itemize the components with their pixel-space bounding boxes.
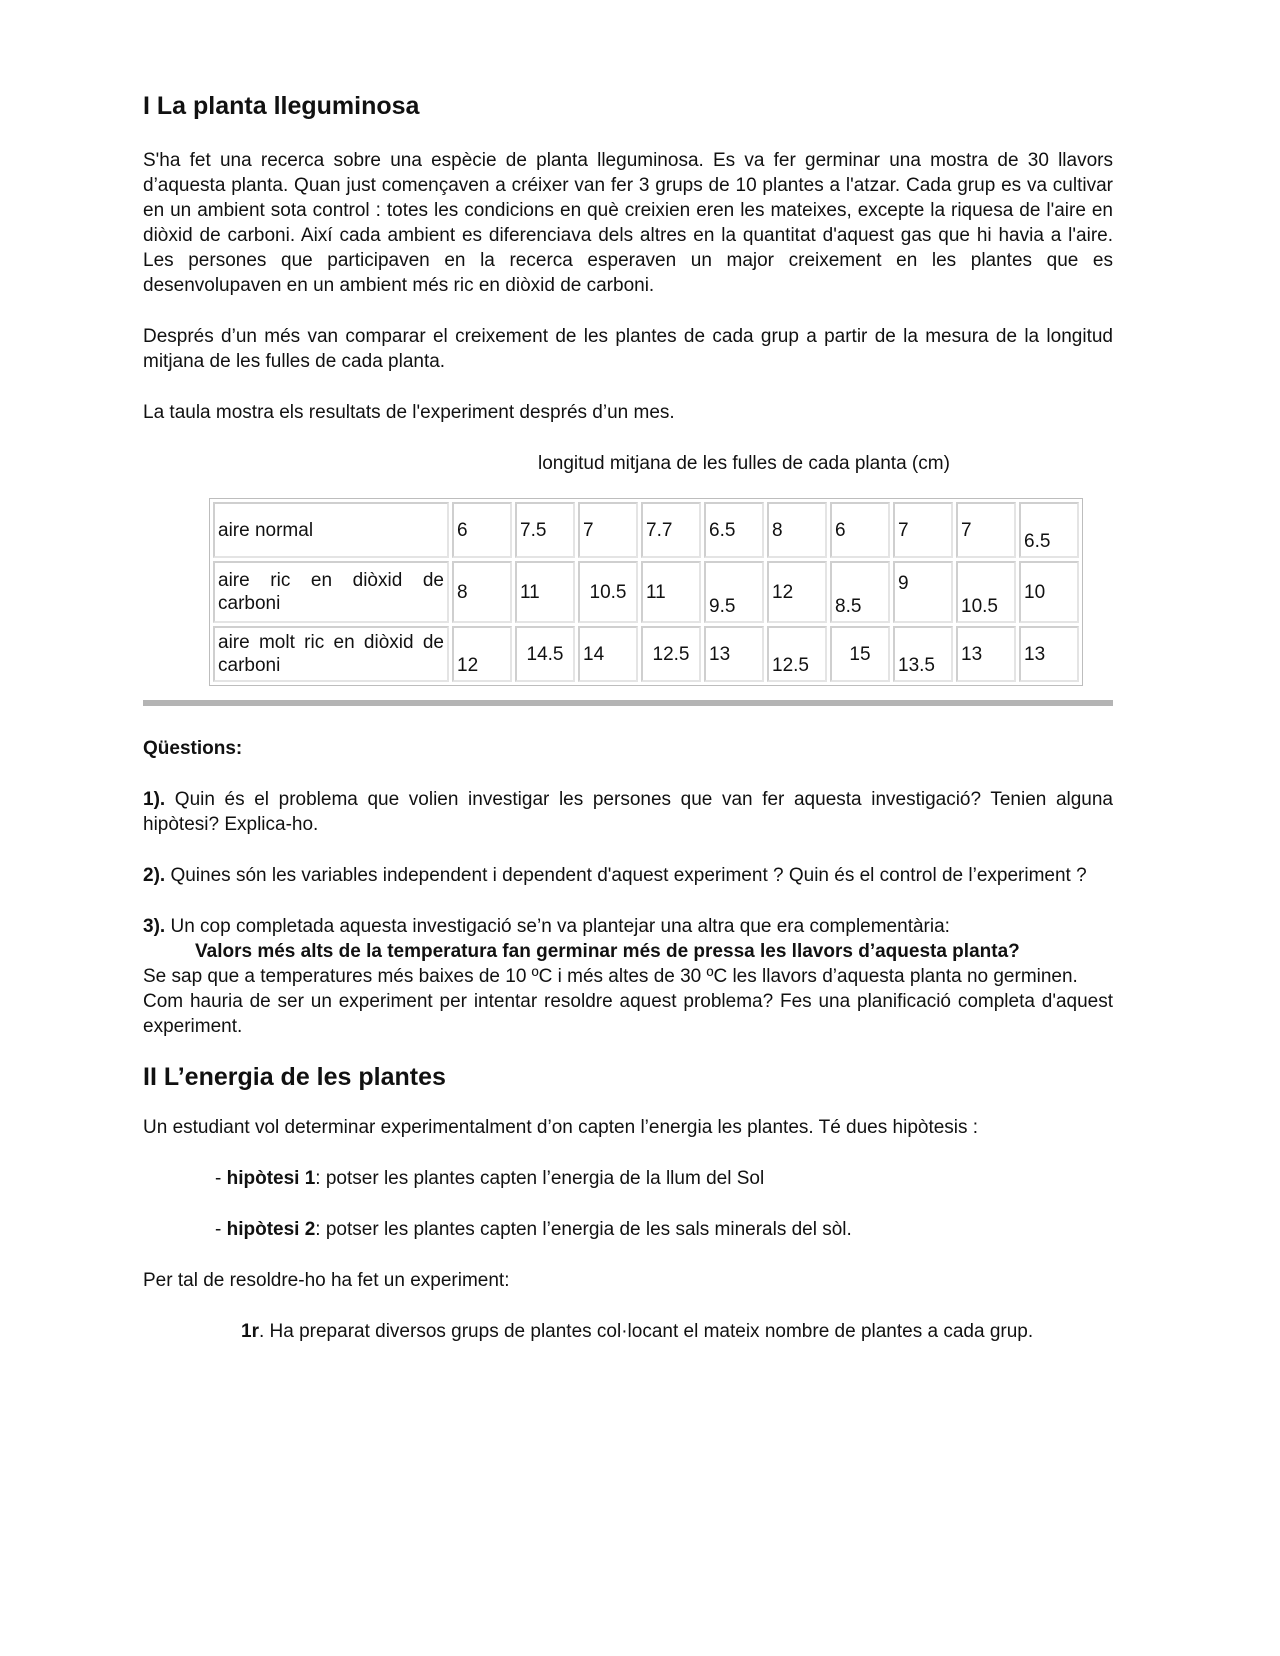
results-table xyxy=(209,498,1083,686)
table-cell: 15 xyxy=(830,626,890,682)
table-cell: 6 xyxy=(830,502,890,558)
table-cell: 8 xyxy=(452,561,512,623)
table-row-co2-rich-air xyxy=(213,561,1079,623)
table-row-normal-air xyxy=(213,502,1079,558)
table-cell: 7.7 xyxy=(641,502,701,558)
section-2-intro: Un estudiant vol determinar experimentalment d’on capten l’energia les plantes. Té dues hipòtesis : xyxy=(143,1117,979,1138)
table-cell: 7 xyxy=(893,502,953,558)
experiment-step-1: 1r. Ha preparat diversos grups de plantes col·locant el mateix nombre de plantes a cada grup. xyxy=(241,1321,1034,1342)
hypothesis-1: - hipòtesi 1: potser les plantes capten l’energia de la llum del Sol xyxy=(215,1168,765,1189)
table-cell: 11 xyxy=(515,561,575,623)
section-2-title: II L’energia de les plantes xyxy=(143,1063,446,1091)
question-3: 3). Un cop completada aquesta investigació se’n va plantejar una altra que era complementària: xyxy=(143,916,950,937)
table-cell: 8 xyxy=(767,502,827,558)
table-cell: 13 xyxy=(704,626,764,682)
table-cell: 13 xyxy=(956,626,1016,682)
table-cell: 7 xyxy=(578,502,638,558)
table-cell: 12 xyxy=(452,626,512,682)
question-3-hypothesis: Valors més alts de la temperatura fan germinar més de pressa les llavors d’aquesta planta? xyxy=(195,941,1020,962)
table-cell: 6.5 xyxy=(704,502,764,558)
table-intro-paragraph: La taula mostra els resultats de l'experiment després d’un mes. xyxy=(143,402,675,423)
table-cell: 7.5 xyxy=(515,502,575,558)
questions-heading: Qüestions: xyxy=(143,738,243,759)
table-cell: 12.5 xyxy=(767,626,827,682)
table-cell: 12 xyxy=(767,561,827,623)
row-label: aire ric en diòxid de carboni xyxy=(213,561,449,623)
table-cell: 9 xyxy=(893,561,953,623)
table-cell: 11 xyxy=(641,561,701,623)
table-cell: 6 xyxy=(452,502,512,558)
table-row-very-co2-rich-air xyxy=(213,626,1079,682)
document-page xyxy=(143,80,1113,1344)
question-1: 1). Quin és el problema que volien investigar les persones que van fer aquesta investigació? Tenien alguna hipòtesi? Explica-ho. xyxy=(143,789,1113,835)
table-cell: 8.5 xyxy=(830,561,890,623)
question-3-task: Com hauria de ser un experiment per intentar resoldre aquest problema? Fes una planificació completa d'aquest experiment. xyxy=(143,991,1113,1037)
table-cell: 10.5 xyxy=(578,561,638,623)
table-cell: 10 xyxy=(1019,561,1079,623)
table-caption: longitud mitjana de les fulles de cada planta (cm) xyxy=(538,453,950,474)
question-number: 2). xyxy=(143,865,166,886)
table-cell: 7 xyxy=(956,502,1016,558)
table-cell: 13 xyxy=(1019,626,1079,682)
table-cell: 9.5 xyxy=(704,561,764,623)
table-cell: 6.5 xyxy=(1019,502,1079,558)
question-2: 2). Quines són les variables independent i dependent d'aquest experiment ? Quin és el control de l’experiment ? xyxy=(143,865,1087,886)
question-number: 1). xyxy=(143,789,166,810)
experiment-intro: Per tal de resoldre-ho ha fet un experiment: xyxy=(143,1270,510,1291)
table-cell: 13.5 xyxy=(893,626,953,682)
hypothesis-2: - hipòtesi 2: potser les plantes capten l’energia de les sals minerals del sòl. xyxy=(215,1219,852,1240)
row-label: aire molt ric en diòxid de carboni xyxy=(213,626,449,682)
row-label: aire normal xyxy=(213,502,449,558)
table-cell: 14 xyxy=(578,626,638,682)
question-3-temperature-note: Se sap que a temperatures més baixes de 10 ºC i més altes de 30 ºC les llavors d’aquesta planta no germinen. xyxy=(143,966,1078,987)
table-cell: 12.5 xyxy=(641,626,701,682)
table-cell: 10.5 xyxy=(956,561,1016,623)
section-1-title: I La planta lleguminosa xyxy=(143,92,420,120)
intro-paragraph: S'ha fet una recerca sobre una espècie de planta lleguminosa. Es va fer germinar una mostra de 30 llavors d’aquesta planta. Quan just començaven a créixer van fer 3 grups de 10 plantes a l'atzar. Cada grup es va cultivar en un ambient sota control : totes les condicions en què creixien eren les mateixes, excepte la riquesa de l'aire en diòxid de carboni. Així cada ambient es diferenciava dels altres en la quantitat d'aquest gas que hi havia a l'aire. Les persones que participaven en la recerca esperaven un major creixement en les plantes que es desenvolupaven en un ambient més ric en diòxid de carboni. xyxy=(143,150,1113,296)
question-number: 3). xyxy=(143,916,166,937)
table-cell: 14.5 xyxy=(515,626,575,682)
comparison-paragraph: Després d’un més van comparar el creixement de les plantes de cada grup a partir de la mesura de la longitud mitjana de les fulles de cada planta. xyxy=(143,326,1113,372)
